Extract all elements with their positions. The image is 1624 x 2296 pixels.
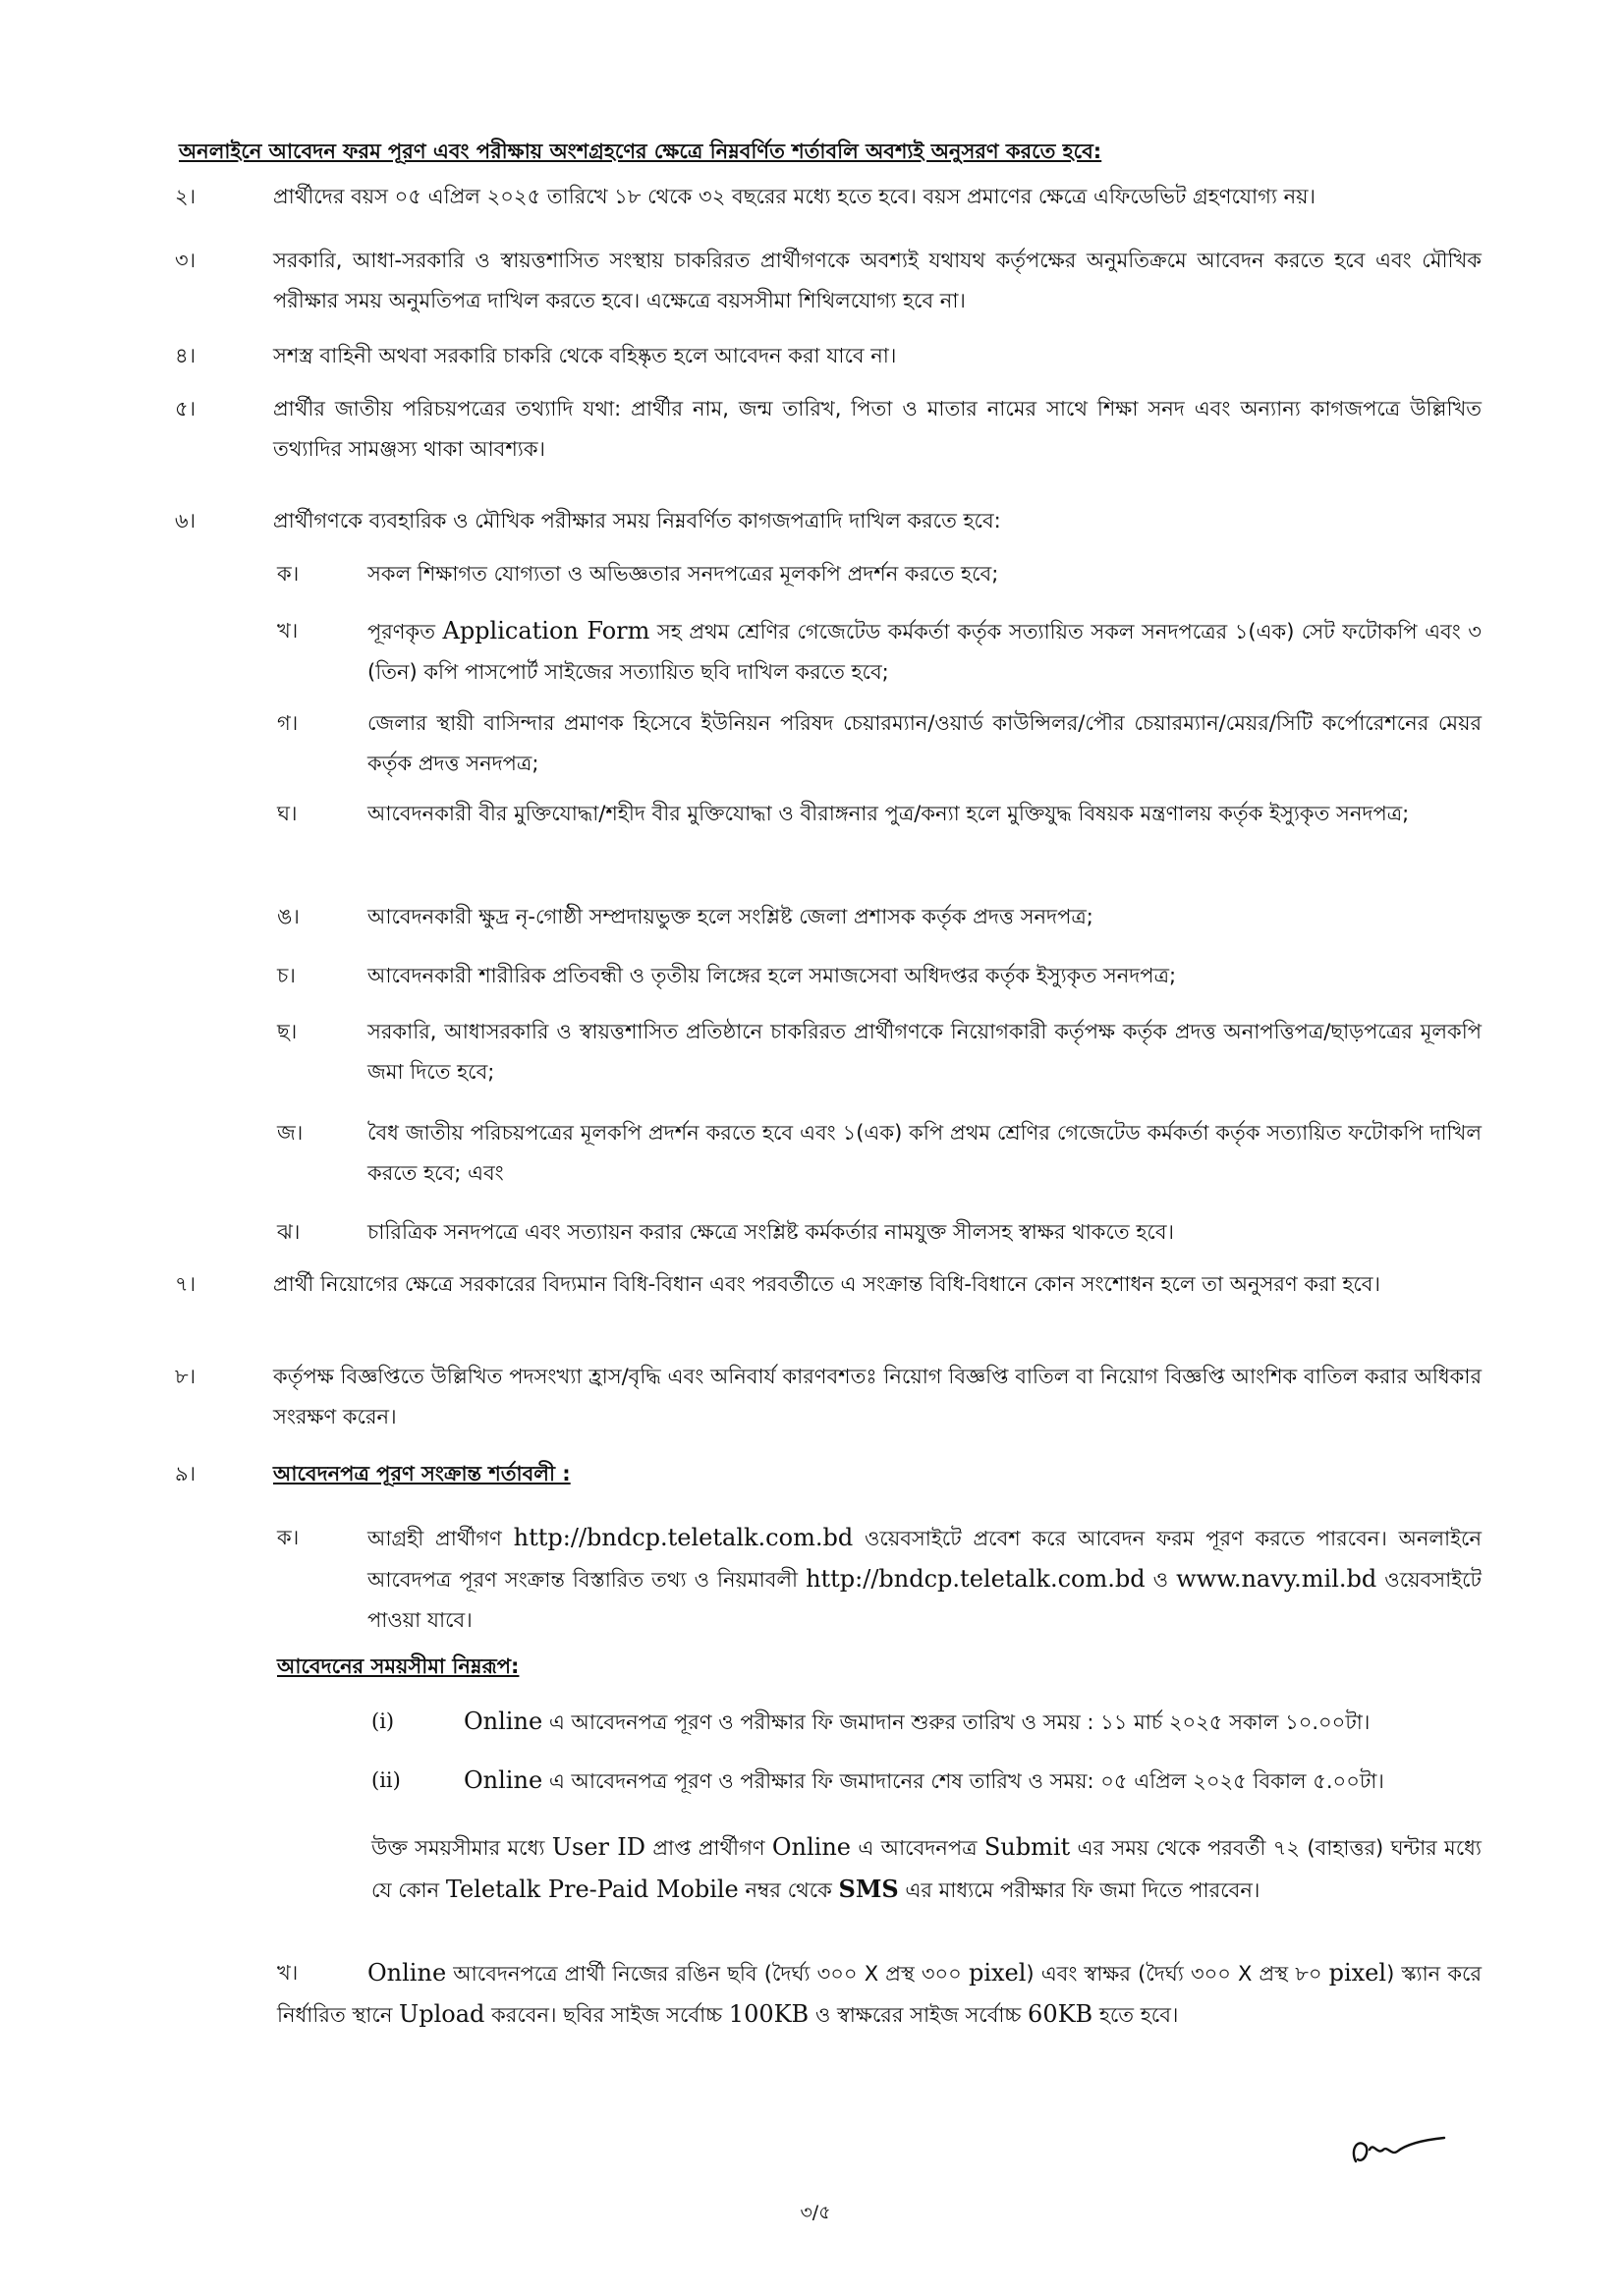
sub-list-item: [277, 1212, 1482, 1253]
sub-item-text: জেলার স্থায়ী বাসিন্দার প্রমাণক হিসেবে ইউনিয়ন পরিষদ চেয়ারম্যান/ওয়ার্ড কাউন্সিলর/পৌর চেয়ারম্যান/মেয়র/সিটি কর্পোরেশনের মেয়র কর্তৃক প্রদত্ত সনদপত্র;: [367, 711, 1482, 775]
item-number: ৭।: [175, 1272, 196, 1296]
sub-item-number: ঙ।: [277, 905, 300, 928]
sub-item-number: খ।: [277, 619, 299, 643]
list-item: [175, 1454, 1482, 1494]
sub-item-text: সকল শিক্ষাগত যোগ্যতা ও অভিজ্ঞতার সনদপত্রের মূলকপি প্রদর্শন করতে হবে;: [367, 562, 999, 586]
item-text: সশস্ত্র বাহিনী অথবা সরকারি চাকরি থেকে বহিষ্কৃত হলে আবেদন করা যাবে না।: [273, 344, 897, 367]
item-number: ৪।: [175, 344, 196, 367]
item-number: ২।: [175, 185, 196, 208]
page-heading: অনলাইনে আবেদন ফরম পূরণ এবং পরীক্ষায় অংশগ্রহণের ক্ষেত্রে নিম্নবর্ণিত শর্তাবলি অবশ্যই অনুসরণ করতে হবে:: [179, 140, 1102, 163]
sub-item-number: গ।: [277, 711, 299, 735]
sub-item-text: আগ্রহী প্রার্থীগণ http://bndcp.teletalk.com.bd ওয়েবসাইটে প্রবেশ করে আবেদন ফরম পূরণ করতে পারবেন। অনলাইনে আবেদপত্র পূরণ সংক্রান্ত বিস্তারিত তথ্য ও নিয়মাবলী http://bndcp.teletalk.com.bd ও www.navy.mil.bd ওয়েবসাইটে পাওয়া যাবে।: [367, 1524, 1482, 1632]
website-link[interactable]: http://bndcp.teletalk.com.bd: [806, 1565, 1146, 1593]
item-text: সরকারি, আধা-সরকারি ও স্বায়ত্তশাসিত সংস্থায় চাকরিরত প্রার্থীগণকে অবশ্যই যথাযথ কর্তৃপক্ষের অনুমতিক্রমে আবেদন করতে হবে এবং মৌখিক পরীক্ষার সময় অনুমতিপত্র দাখিল করতে হবে। এক্ষেত্রে বয়সসীমা শিথিলযোগ্য হবে না।: [273, 249, 1482, 312]
sub-list-item: [277, 1113, 1482, 1194]
deadline-item: (i) Online এ আবেদনপত্র পূরণ ও পরীক্ষার ফি জমাদান শুরুর তারিখ ও সময় : ১১ মার্চ ২০২৫ সকাল ১০.০০টা।: [371, 1702, 1482, 1743]
signature-icon: [1336, 2120, 1464, 2179]
sub-item-number: ঝ।: [277, 1220, 301, 1244]
sub-list-item: [277, 554, 1482, 594]
sub-item-text: আবেদনকারী বীর মুক্তিযোদ্ধা/শহীদ বীর মুক্তিযোদ্ধা ও বীরাঙ্গনার পুত্র/কন্যা হলে মুক্তিযুদ্ধ বিষয়ক মন্ত্রণালয় কর্তৃক ইস্যুকৃত সনদপত্র;: [367, 802, 1410, 825]
sub-item-text: Online আবেদনপত্রে প্রার্থী নিজের রঙিন ছবি (দৈর্ঘ্য ৩০০ X প্রস্থ ৩০০ pixel) এবং স্বাক্ষর (দৈর্ঘ্য ৩০০ X প্রস্থ ৮০ pixel) স্ক্যান করে নির্ধারিত স্থানে Upload করবেন। ছবির সাইজ সর্বোচ্চ 100KB ও স্বাক্ষরের সাইজ সর্বোচ্চ 60KB হতে হবে।: [277, 1959, 1482, 2028]
website-link[interactable]: http://bndcp.teletalk.com.bd: [513, 1524, 854, 1551]
deadline-title: আবেদনের সময়সীমা নিম্নরূপ:: [277, 1654, 520, 1678]
roman-number: (i): [371, 1709, 395, 1733]
sub-list-item: [277, 956, 1482, 996]
item-text: প্রার্থীর জাতীয় পরিচয়পত্রের তথ্যাদি যথা: প্রার্থীর নাম, জন্ম তারিখ, পিতা ও মাতার নামের সাথে শিক্ষা সনদ এবং অন্যান্য কাগজপত্রে উল্লিখিত তথ্যাদির সামঞ্জস্য থাকা আবশ্যক।: [273, 397, 1482, 461]
list-item: [175, 336, 1482, 376]
item-text: প্রার্থীগণকে ব্যবহারিক ও মৌখিক পরীক্ষার সময় নিম্নবর্ণিত কাগজপত্রাদি দাখিল করতে হবে:: [273, 509, 1001, 532]
sub-list-item: [277, 1518, 1482, 1641]
page-number: ৩/৫: [800, 2202, 831, 2223]
application-form-term: Application Form: [442, 617, 650, 644]
sub-item-number: ঘ।: [277, 802, 298, 825]
item-number: ৮।: [175, 1365, 196, 1388]
website-link[interactable]: www.navy.mil.bd: [1176, 1565, 1377, 1593]
sub-item-number: ক।: [277, 1526, 300, 1549]
item-text: প্রার্থীদের বয়স ০৫ এপ্রিল ২০২৫ তারিখে ১৮ থেকে ৩২ বছরের মধ্যে হতে হবে। বয়স প্রমাণের ক্ষেত্রে এফিডেভিট গ্রহণযোগ্য নয়।: [273, 185, 1316, 208]
item-text: কর্তৃপক্ষ বিজ্ঞপ্তিতে উল্লিখিত পদসংখ্যা হ্রাস/বৃদ্ধি এবং অনিবার্য কারণবশতঃ নিয়োগ বিজ্ঞপ্তি বাতিল বা নিয়োগ বিজ্ঞপ্তি আংশিক বাতিল করার অধিকার সংরক্ষণ করেন।: [273, 1365, 1482, 1428]
sub-item-text: বৈধ জাতীয় পরিচয়পত্রের মূলকপি প্রদর্শন করতে হবে এবং ১(এক) কপি প্রথম শ্রেণির গেজেটেড কর্মকর্তা কর্তৃক সত্যায়িত ফটোকপি দাখিল করতে হবে; এবং: [367, 1121, 1482, 1185]
sub-item-number: ছ।: [277, 1020, 298, 1043]
sub-list-item: [277, 897, 1482, 937]
sub-item-number: জ।: [277, 1121, 304, 1145]
deadline-item: (ii) Online এ আবেদনপত্র পূরণ ও পরীক্ষার ফি জমাদানের শেষ তারিখ ও সময়: ০৫ এপ্রিল ২০২৫ বিকাল ৫.০০টা।: [371, 1761, 1482, 1802]
sub-item-text: পূরণকৃত Application Form সহ প্রথম শ্রেণির গেজেটেড কর্মকর্তা কর্তৃক সত্যায়িত সকল সনদপত্রের ১(এক) সেট ফটোকপি এবং ৩ (তিন) কপি পাসপোর্ট সাইজের সত্যায়িত ছবি দাখিল করতে হবে;: [367, 617, 1482, 684]
section-title: আবেদনপত্র পূরণ সংক্রান্ত শর্তাবলী :: [273, 1462, 571, 1485]
list-item: [175, 501, 1482, 541]
sub-item-number: খ।: [277, 1961, 299, 1985]
list-item: [175, 1357, 1482, 1437]
sub-item-text: আবেদনকারী শারীরিক প্রতিবন্ধী ও তৃতীয় লিঙ্গের হলে সমাজসেবা অধিদপ্তর কর্তৃক ইস্যুকৃত সনদপত্র;: [367, 964, 1177, 987]
sub-item-text: চারিত্রিক সনদপত্রে এবং সত্যায়ন করার ক্ষেত্রে সংশ্লিষ্ট কর্মকর্তার নামযুক্ত সীলসহ স্বাক্ষর থাকতে হবে।: [367, 1220, 1175, 1244]
sub-list-item: [277, 703, 1482, 784]
list-item: [175, 241, 1482, 321]
sub-item-number: চ।: [277, 964, 296, 987]
item-number: ৯।: [175, 1462, 196, 1485]
roman-number: (ii): [371, 1768, 401, 1792]
item-number: ৫।: [175, 397, 196, 420]
list-item: [175, 1264, 1482, 1305]
sub-list-item: [277, 611, 1482, 693]
item-text: প্রার্থী নিয়োগের ক্ষেত্রে সরকারের বিদ্যমান বিধি-বিধান এবং পরবর্তীতে এ সংক্রান্ত বিধি-বিধানে কোন সংশোধন হলে তা অনুসরণ করা হবে।: [273, 1272, 1380, 1296]
sub-item-number: ক।: [277, 562, 300, 586]
sub-item-text: আবেদনকারী ক্ষুদ্র নৃ-গোষ্ঠী সম্প্রদায়ভুক্ত হলে সংশ্লিষ্ট জেলা প্রশাসক কর্তৃক প্রদত্ত সনদপত্র;: [367, 905, 1093, 928]
sub-list-item: [277, 1012, 1482, 1092]
list-item: [175, 177, 1482, 217]
item-number: ৬।: [175, 509, 196, 532]
item-number: ৩।: [175, 249, 196, 272]
payment-note: উক্ত সময়সীমার মধ্যে User ID প্রাপ্ত প্রার্থীগণ Online এ আবেদনপত্র Submit এর সময় থেকে পরবর্তী ৭২ (বাহাত্তর) ঘন্টার মধ্যে যে কোন Teletalk Pre-Paid Mobile নম্বর থেকে SMS এর মাধ্যমে পরীক্ষার ফি জমা দিতে পারবেন।: [371, 1833, 1482, 1903]
sub-list-item: [277, 1953, 1482, 2036]
sub-item-text: সরকারি, আধাসরকারি ও স্বায়ত্তশাসিত প্রতিষ্ঠানে চাকরিরত প্রার্থীগণকে নিয়োগকারী কর্তৃপক্ষ কর্তৃক প্রদত্ত অনাপত্তিপত্র/ছাড়পত্রের মূলকপি জমা দিতে হবে;: [367, 1020, 1482, 1084]
list-item: [175, 389, 1482, 470]
sub-list-item: [277, 794, 1482, 834]
